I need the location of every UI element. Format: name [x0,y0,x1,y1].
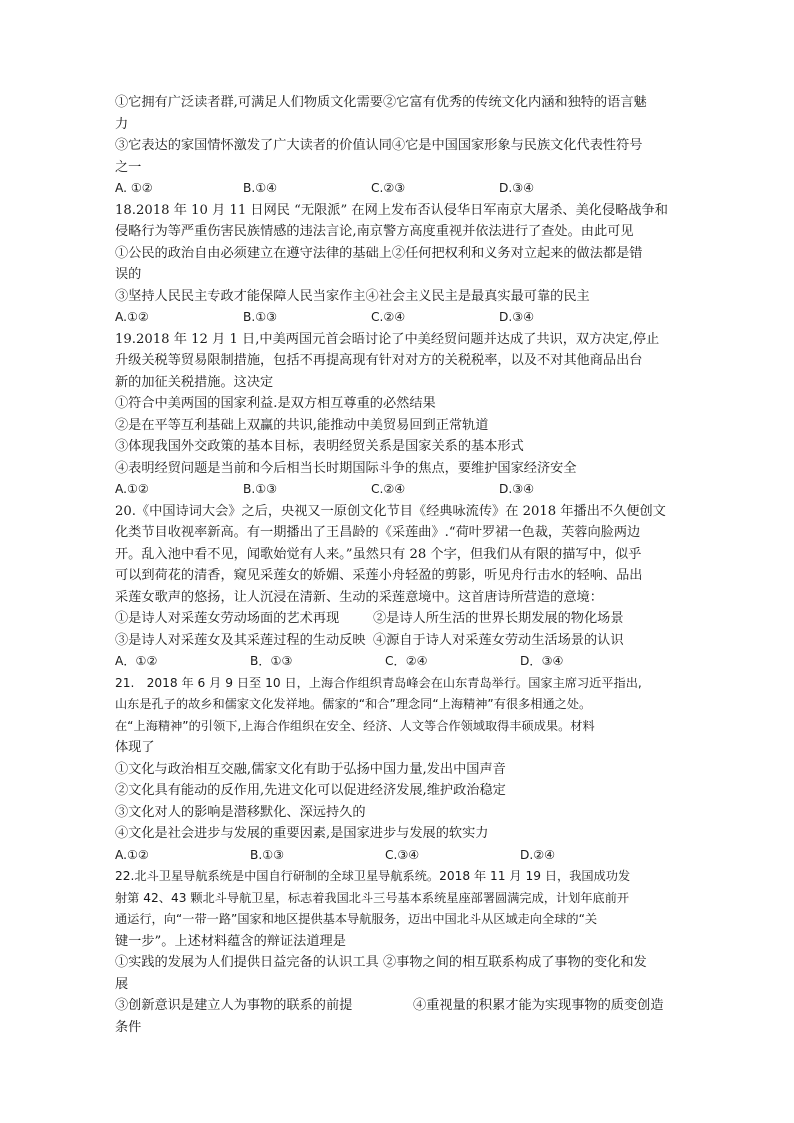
q21-option-d: D.②④ [520,847,556,862]
q21-statement-4: ④文化是社会进步与发展的重要因素,是国家进步与发展的软实力 [115,826,489,841]
q21-option-c: C.③④ [385,847,420,862]
q19-statement-2: ②是在平等互利基础上双赢的共识,能推动中美贸易回到正常轨道 [115,417,489,433]
q21-options [115,845,690,867]
exam-content [115,92,690,1038]
q19-option-d: D.③④ [499,482,535,496]
q22-statement-4: ④重视量的积累才能为实现事物的质变创造 [413,998,664,1013]
q17-statement-3-4-cont: 之一 [115,159,142,175]
q19-statement-4: ④表明经贸问题是当前和今后相当长时期国际斗争的焦点，要维护国家经济安全 [115,460,577,476]
q20-statements-3-4 [115,630,690,652]
q20-statement-3: ③是诗人对采莲女及其采莲过程的生动反映 [115,632,366,648]
q19-option-c: C.②④ [371,482,406,496]
q19-option-a: A.①② [115,482,149,496]
q21-stem-line-3: 在“上海精神”的引领下,上海合作组织在安全、经济、人文等合作领域取得丰硕成果。材料 [115,718,595,733]
q21-statement-2: ②文化具有能动的反作用,先进文化可以促进经济发展,维护政治稳定 [115,783,506,798]
q20-option-c: C．②④ [385,654,428,668]
q18-option-d: D.③④ [499,310,535,324]
q22-statements-3-4 [115,995,690,1017]
q22-stem-line-2: 射第 42、43 颗北斗导航卫星，标志着我国北斗三号基本系统星座部署圆满完成，计划年底前开 [115,890,630,905]
q18-stem-line-2: 侵略行为等严重伤害民族情感的违法言论,南京警方高度重视并依法进行了查处。由此可见 [115,224,634,239]
q21-stem-line-1: 21. 2018 年 6 月 9 日至 10 日，上海合作组织青岛峰会在山东青岛举行。国家主席习近平指出, [115,675,642,690]
q19-statement-1: ①符合中美两国的国家利益.是双方相互尊重的必然结果 [115,396,436,411]
q20-option-a: A．①② [115,654,158,668]
q20-options [115,651,690,673]
q18-option-a: A.①② [115,310,149,324]
q18-statement-1-2: ①公民的政治自由必须建立在遵守法律的基础上②任何把权利和义务对立起来的做法都是错 [115,245,643,261]
q19-stem-line-1: 19.2018 年 12 月 1 日,中美两国元首会晤讨论了中美经贸问题并达成了共识，双方决定,停止 [115,331,660,347]
q20-statement-2: ②是诗人所生活的世界长期发展的物化场景 [373,611,624,626]
q17-option-c: C.②③ [371,181,406,195]
q22-stem-line-3: 通运行，向“一带一路”国家和地区提供基本导航服务，迈出中国北斗从区域走向全球的“关 [115,912,598,926]
q19-stem-line-2: 升级关税等贸易限制措施，包括不再提高现有针对对方的关税税率，以及不对其他商品出台 [115,353,643,368]
q20-stem-line-1: 20.《中国诗词大会》之后，央视又一原创文化节目《经典咏流传》在 2018 年播出不久便创文 [115,503,666,519]
q19-stem-line-3: 新的加征关税措施。这决定 [115,374,274,390]
q19-options [115,479,690,501]
q21-option-a: A.①② [115,847,149,862]
q20-statement-1: ①是诗人对采莲女劳动场面的艺术再现 [115,611,340,626]
q17-option-b: B.①④ [243,181,278,195]
q18-stem-line-1: 18.2018 年 10 月 11 日网民 “无限派” 在网上发布否认侵华日军南京大屠杀、美化侵略战争和 [115,202,668,218]
q18-option-b: B.①③ [243,310,278,324]
q18-statement-1-2-cont: 误的 [115,267,142,282]
q21-stem-line-4: 体现了 [115,740,155,755]
q17-statement-1-2: ①它拥有广泛读者群,可满足人们物质文化需要②它富有优秀的传统文化内涵和独特的语言魅 [115,95,647,110]
q22-statement-1-2-cont: 展 [115,976,129,992]
q20-stem-line-4: 可以到荷花的清香，窥见采莲女的娇媚、采莲小舟轻盈的剪影，听见舟行击水的轻响、品出 [115,568,643,583]
q17-option-d: D.③④ [499,181,535,195]
q20-statements-1-2 [115,608,690,630]
q17-statement-3-4: ③它表达的家国情怀激发了广大读者的价值认同④它是中国国家形象与民族文化代表性符号 [115,138,643,153]
q17-options [115,178,690,200]
q20-option-b: B．①③ [250,654,293,668]
q22-statement-4-cont: 条件 [115,1019,142,1035]
q20-stem-line-5: 采莲女歌声的悠扬，让人沉浸在清新、生动的采莲意境中。这首唐诗所营造的意境： [115,589,603,605]
q20-option-d: D．③④ [520,654,564,668]
q17-option-a: A. ①② [115,181,153,195]
q17-statement-1-2-cont: 力 [115,116,129,132]
q18-statement-3-4: ③坚持人民民主专政才能保障人民当家作主④社会主义民主是最真实最可靠的民主 [115,288,590,304]
q20-stem-line-3: 开。乱入池中看不见，闻歌始觉有人来。”虽然只有 28 个字，但我们从有限的描写中，似乎 [115,546,642,562]
q20-stem-line-2: 化类节目收视率新高。有一期播出了王昌龄的《采莲曲》.“荷叶罗裙一色裁，芙蓉向脸两边 [115,525,641,540]
q22-stem-line-1: 22.北斗卫星导航系统是中国自行研制的全球卫星导航系统。2018 年 11 月 19 日，我国成功发 [115,869,631,883]
q21-statement-3: ③文化对人的影响是潜移默化、深远持久的 [115,804,366,820]
q21-statement-1: ①文化与政治相互交融,儒家文化有助于弘扬中国力量,发出中国声音 [115,761,506,777]
q22-statement-3: ③创新意识是建立人为事物的联系的前提 [115,998,353,1013]
q19-option-b: B.①③ [243,482,278,496]
q19-statement-3: ③体现我国外交政策的基本目标，表明经贸关系是国家关系的基本形式 [115,439,524,454]
q20-statement-4: ④源自于诗人对采莲女劳动生活场景的认识 [373,632,624,648]
q18-options [115,307,690,329]
q22-stem-line-4: 键一步”。上述材料蕴含的辩证法道理是 [115,933,346,949]
q22-statement-1-2: ①实践的发展为人们提供日益完备的认识工具 ②事物之间的相互联系构成了事物的变化和发 [115,955,647,970]
q21-option-b: B.①③ [250,847,285,862]
q21-stem-line-2: 山东是孔子的故乡和儒家文化发祥地。儒家的“和合”理念同“上海精神”有很多相通之处。 [115,697,592,711]
q18-option-c: C.②④ [371,310,406,324]
